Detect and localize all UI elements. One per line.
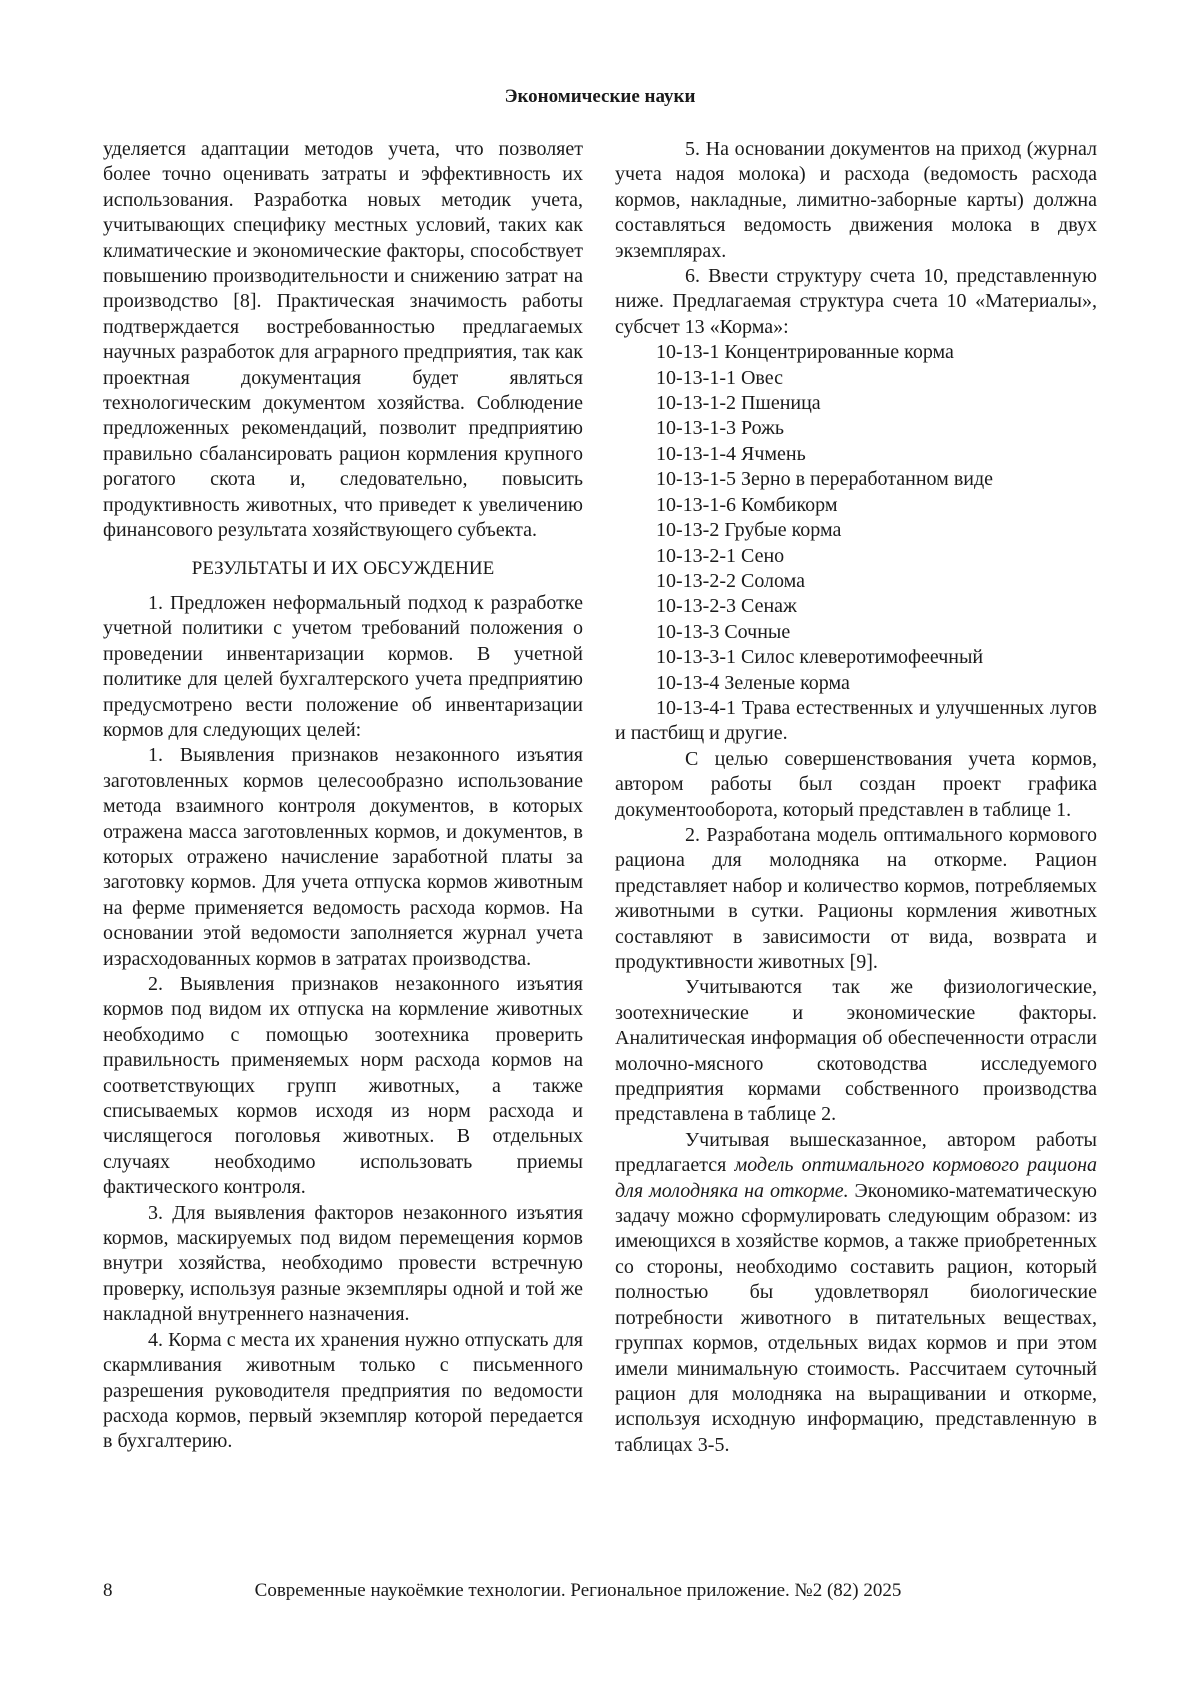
- list-item: 10-13-3-1 Силос клеверотимофеечный: [656, 646, 984, 669]
- list-item: 10-13-2-2 Солома: [656, 569, 806, 592]
- paragraph: [615, 1128, 1097, 1458]
- list-item: 10-13-2-1 Сено: [656, 544, 785, 567]
- list-item: 10-13-1-5 Зерно в переработанном виде: [656, 468, 994, 491]
- list-item: 10-13-1 Концентрированные корма: [656, 341, 954, 364]
- page-number: 8: [103, 1580, 113, 1601]
- italic-model-name: модель оптимального кормового рациона для молодняка на откорме.: [615, 1154, 1097, 1202]
- list-item: 10-13-1-1 Овес: [656, 366, 784, 389]
- paragraph: 2. Разработана модель оптимального кормового рациона для молодняка на откорме. Рацион представляет набор и количество кормов, потребляемых животными в сутки. Рационы кормления животных составляют в зависимости от вида, возврата и продуктивности животных [9].: [615, 823, 1097, 973]
- paragraph: 5. На основании документов на приход (журнал учета надоя молока) и расхода (ведомость расхода кормов, накладные, лимитно-заборные карты) должна составляться ведомость движения молока в двух экземплярах.: [615, 138, 1097, 262]
- paragraph: 1. Выявления признаков незаконного изъятия заготовленных кормов целесообразно использование метода взаимного контроля документов, в которых отражена масса заготовленных кормов, и документов, в которых отражено начисление заработной платы за заготовку кормов. Для учета отпуска кормов животным на ферме применяется ведомость расхода кормов. На основании этой ведомости заполняется журнал учета израсходованных кормов в затратах производства.: [103, 744, 583, 970]
- list-item: 10-13-1-4 Ячмень: [656, 442, 806, 465]
- paragraph: 4. Корма с места их хранения нужно отпускать для скармливания животным только с письменного разрешения руководителя предприятия по ведомости расхода кормов, первый экземпляр которой передается в бухгалтерию.: [103, 1328, 583, 1453]
- paragraph: 3. Для выявления факторов незаконного изъятия кормов, маскируемых под видом перемещения кормов внутри хозяйства, необходимо провести встречную проверку, используя разные экземпляры одной и той же накладной внутреннего назначения.: [103, 1201, 583, 1326]
- right-column: [615, 137, 1097, 1458]
- left-column: [103, 137, 583, 1455]
- list-item: 10-13-1-6 Комбикорм: [656, 493, 838, 516]
- paragraph: Учитываются так же физиологические, зоотехнические и экономические факторы. Аналитическая информация об обеспеченности отрасли молочно-мясного скотоводства исследуемого предприятия кормами собственного производства представлена в таблице 2.: [615, 976, 1097, 1126]
- paragraph: 1. Предложен неформальный подход к разработке учетной политики с учетом требований положения о проведении инвентаризации кормов. В учетной политике для целей бухгалтерского учета предприятию предусмотрено вести положение об инвентаризации кормов для следующих целей:: [103, 591, 583, 741]
- account-structure-list: [615, 340, 1097, 747]
- list-item: 10-13-4 Зеленые корма: [656, 671, 850, 694]
- paragraph: 2. Выявления признаков незаконного изъятия кормов под видом их отпуска на кормление животных необходимо с помощью зоотехника проверить правильность применяемых норм расхода кормов на соответствующих групп животных, а также списываемых кормов исходя из норм расхода и числящегося поголовья животных. В отдельных случаях необходимо использовать приемы фактического контроля.: [103, 973, 583, 1199]
- paragraph: 6. Ввести структуру счета 10, представленную ниже. Предлагаемая структура счета 10 «Материалы», субсчет 13 «Корма»:: [615, 265, 1097, 338]
- running-header: Экономические науки: [504, 86, 696, 107]
- list-item: 10-13-4-1 Трава естественных и улучшенных лугов и пастбищ и другие.: [615, 696, 1097, 745]
- text: Экономико-математическую задачу можно сформулировать следующим образом: из имеющихся в хозяйстве кормов, а также приобретенных со стороны, необходимо составить рацион, который полностью бы удовлетворял биологические потребности животного в питательных веществах, группах кормов, отдельных видах кормов и при этом имели минимальную стоимость. Рассчитаем суточный рацион для молодняка на выращивании и откорме, используя исходную информацию, представленную в таблицах 3-5.: [615, 1179, 1098, 1456]
- journal-title: Современные наукоёмкие технологии. Региональное приложение. №2 (82) 2025: [254, 1580, 902, 1601]
- list-item: 10-13-2 Грубые корма: [656, 519, 842, 542]
- text: Учитывая вышесказанное, автором работы предлагается: [615, 1128, 1097, 1177]
- list-item: 10-13-2-3 Сенаж: [656, 595, 797, 618]
- paragraph: С целью совершенствования учета кормов, автором работы был создан проект графика документооборота, который представлен в таблице 1.: [615, 747, 1097, 821]
- list-item: 10-13-1-3 Рожь: [656, 417, 785, 440]
- list-item: 10-13-1-2 Пшеница: [656, 392, 821, 415]
- section-heading: РЕЗУЛЬТАТЫ И ИХ ОБСУЖДЕНИЕ: [191, 557, 495, 579]
- paragraph: уделяется адаптации методов учета, что позволяет более точно оценивать затраты и эффективность их использования. Разработка новых методик учета, учитывающих специфику местных условий, таких как климатические и экономические факторы, способствует повышению производительности и снижению затрат на производство [8]. Практическая значимость работы подтверждается востребованностью предлагаемых научных разработок для аграрного предприятия, так как проектная документация будет являться технологическим документом хозяйства. Соблюдение предложенных рекомендаций, позволит предприятию правильно сбалансировать рацион кормления крупного рогатого скота и, следовательно, повысить продуктивность животных, что приведет к увеличению финансового результата хозяйствующего субъекта.: [103, 138, 583, 542]
- list-item: 10-13-3 Сочные: [656, 620, 791, 643]
